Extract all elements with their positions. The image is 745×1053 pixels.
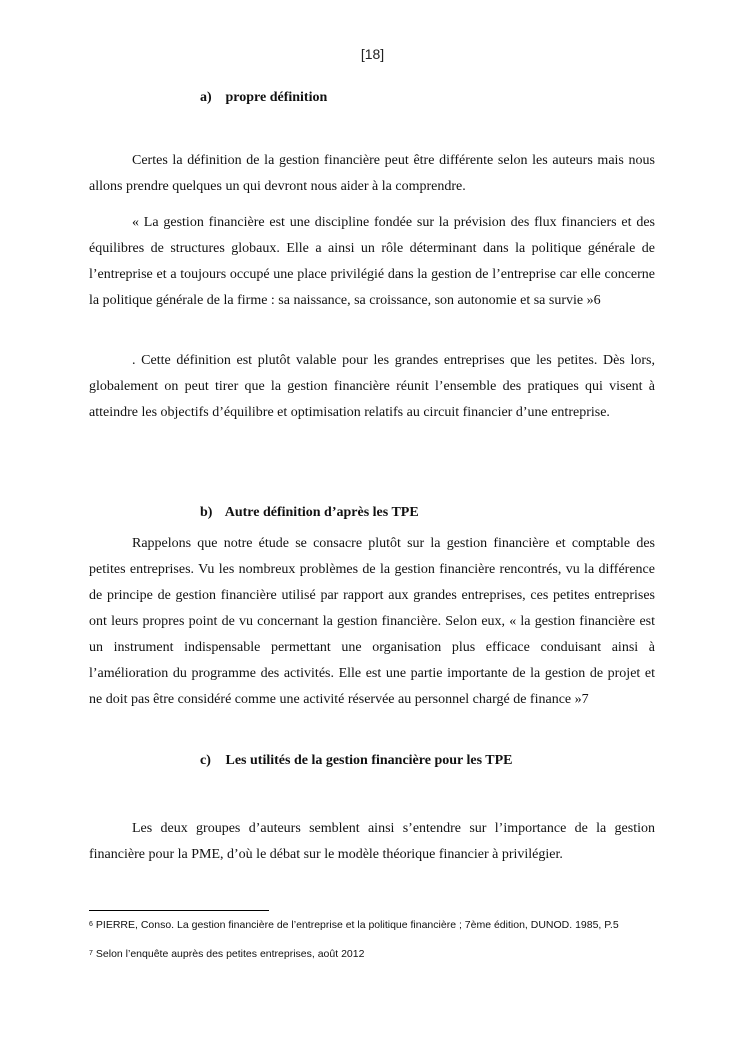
footnote-text: PIERRE, Conso. La gestion financière de l’entreprise et la politique financière ; 7ème édition, DUNOD. 1985, P.5: [95, 919, 619, 931]
section-title: Autre définition d’après les TPE: [224, 505, 419, 520]
section-letter: b): [200, 505, 213, 520]
section-heading-a: [200, 90, 327, 106]
paragraph-3: . Cette définition est plutôt valable pour les grandes entreprises que les petites. Dès lors, globalement on peut tirer que la gestion financière réunit l’ensemble des pratiques qui visent à atteindre les objectifs d’équilibre et optimisation relatifs au circuit financier d’une entreprise.: [89, 353, 655, 420]
section-title: propre définition: [225, 90, 328, 105]
paragraph-2: « La gestion financière est une discipline fondée sur la prévision des flux financiers et des équilibres de structures globaux. Elle a ainsi un rôle déterminant dans la politique générale de l’entreprise et a toujours occupé une place privilégié dans la gestion de l’entreprise car elle concerne la politique générale de la firme : sa naissance, sa croissance, son autonomie et sa survie »6: [89, 215, 655, 308]
footnote-7: [89, 947, 655, 962]
section-heading-b: [200, 505, 419, 521]
paragraph-4: Rappelons que notre étude se consacre plutôt sur la gestion financière et comptable des petites entreprises. Vu les nombreux problèmes de la gestion financière rencontrés, vu la différence de principe de gestion financière utilisé par rapport aux grandes entreprises, ces petites entreprises ont leurs propres point de vu concernant la gestion financière. Selon eux, « la gestion financière est un instrument indispensable permettant une organisation plus efficace conduisant ainsi à l’amélioration du programme des activités. Elle est une partie importante de la gestion de projet et ne doit pas être considéré comme une activité réservée au personnel chargé de finance »7: [89, 536, 655, 707]
page-number: [18]: [360, 46, 385, 62]
footnote-number: 7: [89, 950, 93, 957]
footnote-rule: [89, 910, 269, 911]
paragraph-1: Certes la définition de la gestion financière peut être différente selon les auteurs mais nous allons prendre quelques un qui devront nous aider à la comprendre.: [89, 153, 655, 194]
section-letter: c): [200, 753, 211, 768]
footnote-number: 6: [89, 921, 93, 928]
section-letter: a): [200, 90, 212, 105]
footnote-text: Selon l’enquête auprès des petites entreprises, août 2012: [95, 948, 365, 960]
section-title: Les utilités de la gestion financière pour les TPE: [225, 753, 513, 768]
paragraph-5: Les deux groupes d’auteurs semblent ainsi s’entendre sur l’importance de la gestion financière pour la PME, d’où le débat sur le modèle théorique financier à privilégier.: [89, 821, 655, 862]
section-heading-c: [200, 753, 513, 769]
footnote-6: [89, 918, 655, 933]
